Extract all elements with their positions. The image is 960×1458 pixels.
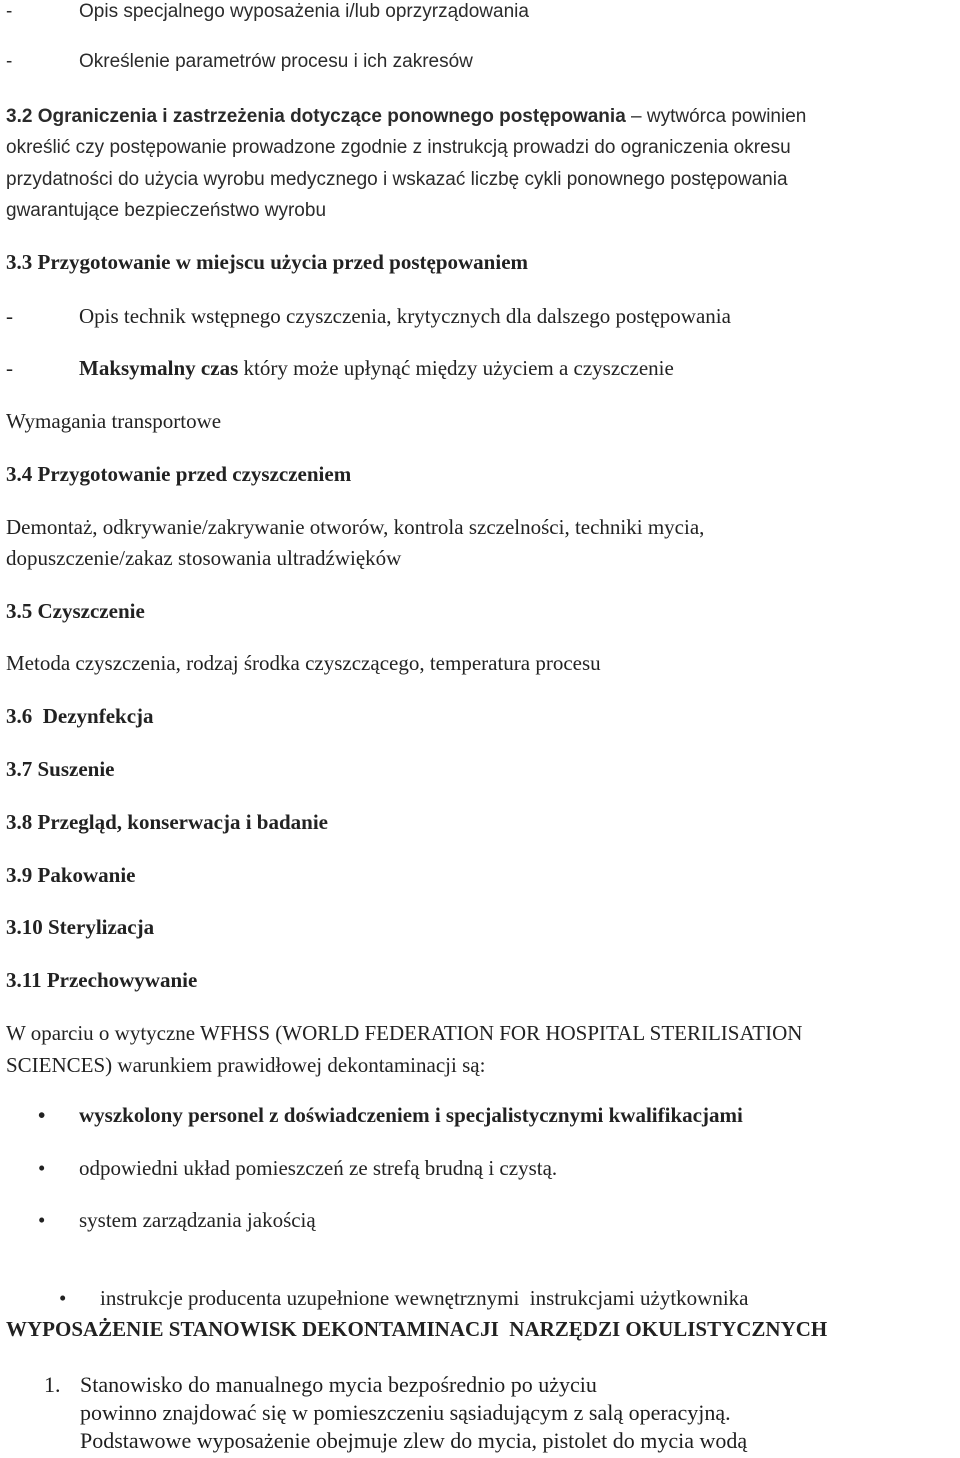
- section-heading: 3.8 Przegląd, konserwacja i badanie: [6, 810, 328, 834]
- section-heading: 3.5 Czyszczenie: [6, 599, 145, 623]
- list-item: - Maksymalny czas który może upłynąć między użyciem a czyszczenie: [6, 356, 674, 380]
- section-heading: 3.6 Dezynfekcja: [6, 704, 154, 728]
- paragraph-line: gwarantujące bezpieczeństwo wyrobu: [6, 200, 327, 221]
- bullet-icon: •: [38, 1103, 46, 1127]
- list-item: - Określenie parametrów procesu i ich zakresów: [6, 51, 473, 72]
- note-text: Wymagania transportowe: [6, 409, 222, 433]
- item-line: powinno znajdować się w pomieszczeniu sąsiadującym z salą operacyjną.: [80, 1400, 731, 1425]
- equipment-heading: WYPOSAŻENIE STANOWISK DEKONTAMINACJI NARZĘDZI OKULISTYCZNYCH: [6, 1317, 828, 1341]
- section-heading: 3.11 Przechowywanie: [6, 968, 198, 992]
- section-heading: 3.4 Przygotowanie przed czyszczeniem: [6, 462, 352, 486]
- section-heading: 3.10 Sterylizacja: [6, 915, 155, 939]
- bullet-item: • instrukcje producenta uzupełnione wewnętrznymi instrukcjami użytkownika: [59, 1286, 749, 1310]
- paragraph-line: Metoda czyszczenia, rodzaj środka czyszczącego, temperatura procesu: [6, 651, 601, 675]
- list-item: - Opis specjalnego wyposażenia i/lub oprzyrządowania: [6, 1, 529, 22]
- section-heading: 3.2 Ograniczenia i zastrzeżenia dotyczące ponownego postępowania: [6, 106, 626, 127]
- paragraph-line: dopuszczenie/zakaz stosowania ultradźwięków: [6, 546, 402, 570]
- bullet-item: • system zarządzania jakością: [38, 1208, 316, 1232]
- list-item: - Opis technik wstępnego czyszczenia, krytycznych dla dalszego postępowania: [6, 304, 731, 328]
- section-3-2-line1: 3.2 Ograniczenia i zastrzeżenia dotyczące ponownego postępowania – wytwórca powinien: [6, 106, 807, 127]
- paragraph-line: SCIENCES) warunkiem prawidłowej dekontaminacji są:: [6, 1053, 486, 1077]
- paragraph-line: przydatności do użycia wyrobu medycznego i wskazać liczbę cykli ponownego postępowania: [6, 169, 788, 190]
- paragraph-line: określić czy postępowanie prowadzone zgodnie z instrukcją prowadzi do ograniczenia okresu: [6, 137, 791, 158]
- bullet-icon: •: [38, 1208, 46, 1232]
- item-line: Stanowisko do manualnego mycia bezpośrednio po użyciu: [80, 1372, 597, 1397]
- bullet-icon: •: [38, 1156, 46, 1180]
- item-number: 1.: [44, 1372, 61, 1397]
- paragraph-line: W oparciu o wytyczne WFHSS (WORLD FEDERATION FOR HOSPITAL STERILISATION: [6, 1021, 803, 1045]
- section-heading: 3.9 Pakowanie: [6, 863, 136, 887]
- paragraph-line: Demontaż, odkrywanie/zakrywanie otworów, kontrola szczelności, techniki mycia,: [6, 515, 705, 539]
- item-line: Podstawowe wyposażenie obejmuje zlew do mycia, pistolet do mycia wodą: [80, 1428, 748, 1453]
- bullet-item: • odpowiedni układ pomieszczeń ze strefą brudną i czystą.: [38, 1156, 558, 1180]
- section-heading: 3.3 Przygotowanie w miejscu użycia przed postępowaniem: [6, 250, 529, 274]
- bullet-icon: •: [59, 1286, 67, 1310]
- numbered-item: [44, 1371, 747, 1455]
- bullet-item: • wyszkolony personel z doświadczeniem i specjalistycznymi kwalifikacjami: [38, 1103, 743, 1127]
- section-heading: 3.7 Suszenie: [6, 757, 115, 781]
